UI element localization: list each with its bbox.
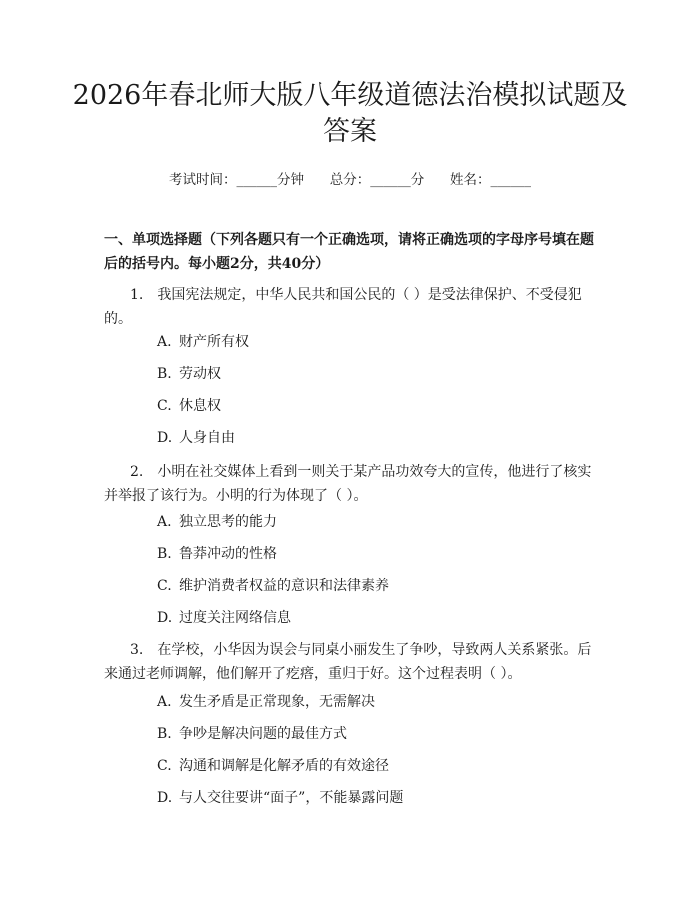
option-text: 休息权 [179,398,221,414]
option-letter: D. [157,430,173,446]
option-letter: A. [157,694,172,710]
option-text: 发生矛盾是正常现象，无需解决 [179,694,375,710]
question-3-option-b [157,724,347,744]
option-letter: B. [157,546,172,562]
option-letter: D. [157,610,173,626]
question-1-stem: 1. 我国宪法规定，中华人民共和国公民的（ ）是受法律保护、不受侵犯的。 [104,287,582,327]
section-heading: 一、单项选择题（下列各题只有一个正确选项，请将正确选项的字母序号填在题后的括号内。每小题2分，共40分） [104,232,594,272]
question-2-stem: 2. 小明在社交媒体上看到一则关于某产品功效夸大的宣传，他进行了核实并举报了该行为。小明的行为体现了（ ）。 [104,464,592,504]
exam-info-line: 考试时间：______分钟 总分：______分 姓名：______ [169,172,531,188]
question-2-option-a [157,512,277,532]
option-text: 劳动权 [179,366,221,382]
option-text: 与人交往要讲“面子”，不能暴露问题 [179,790,404,806]
option-text: 鲁莽冲动的性格 [179,546,277,562]
option-text: 人身自由 [179,430,235,446]
question-3-stem: 3. 在学校，小华因为误会与同桌小丽发生了争吵，导致两人关系紧张。后来通过老师调解，他们解开了疙瘩，重归于好。这个过程表明（ ）。 [104,642,592,682]
question-3-option-d [157,788,403,808]
document-title: 2026年春北师大版八年级道德法治模拟试题及答案 [72,80,628,147]
option-letter: A. [157,334,172,350]
option-text: 维护消费者权益的意识和法律素养 [179,578,389,594]
option-letter: B. [157,366,172,382]
option-text: 沟通和调解是化解矛盾的有效途径 [179,758,389,774]
question-1-option-a [157,332,249,352]
question-2-option-c [157,576,389,596]
question-1-option-c [157,396,221,416]
option-letter: A. [157,514,172,530]
question-2-option-d [157,608,291,628]
option-letter: C. [157,578,172,594]
question-2-option-b [157,544,277,564]
option-text: 争吵是解决问题的最佳方式 [179,726,347,742]
option-letter: B. [157,726,172,742]
question-3-option-a [157,692,375,712]
question-1-option-d [157,428,235,448]
option-text: 独立思考的能力 [179,514,277,530]
option-text: 过度关注网络信息 [179,610,291,626]
question-1-option-b [157,364,221,384]
option-text: 财产所有权 [179,334,249,350]
option-letter: D. [157,790,173,806]
option-letter: C. [157,398,172,414]
question-3-option-c [157,756,389,776]
option-letter: C. [157,758,172,774]
